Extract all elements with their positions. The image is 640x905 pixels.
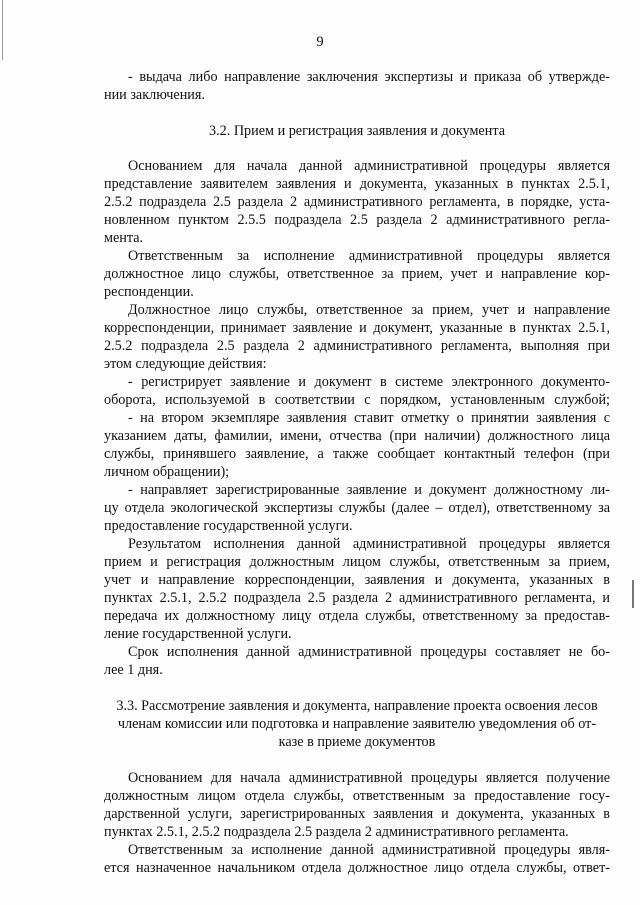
section-heading: членам комиссии или подготовка и направление заявителю уведомления об от- [117,716,597,732]
text-line: лее 1 дня. [104,662,163,678]
text-line: ется назначенное начальником отдела должностное лицо отдела службы, ответ- [104,860,610,876]
text-line: должностное лицо службы, ответственное за прием, учет и направление кор- [104,266,610,282]
text-line: Ответственным за исполнение административной процедуры является [128,248,610,264]
section-heading: 3.3. Рассмотрение заявления и документа, направление проекта освоения лесов [116,698,598,714]
text-line: прием и регистрация должностным лицом службы, ответственным за прием, [104,554,610,570]
text-line: пунктах 2.5.1, 2.5.2 подраздела 2.5 раздела 2 административного регламента. [104,824,569,840]
text-line: Основанием для начала данной административной процедуры является [128,158,610,174]
text-line: новленном пунктом 2.5.5 подраздела 2.5 раздела 2 административного регла- [104,212,610,228]
scan-edge-mark [632,580,634,608]
text-line: личном обращении); [104,464,230,480]
text-line: корреспонденции, принимает заявление и документ, указанные в пунктах 2.5.1, [104,320,610,336]
text-line: передача их должностному лицу отдела службы, ответственному за предостав- [104,608,610,624]
text-line: Должностное лицо службы, ответственное за прием, учет и направление [128,302,610,318]
text-line: Ответственным за исполнение данной административной процедуры явля- [128,842,610,858]
text-line: - регистрирует заявление и документ в системе электронного документо- [128,374,610,390]
text-line: дарственной услуги, зарегистрированных заявления и документа, указанных в [104,806,610,822]
text-line: этом следующие действия: [104,356,267,372]
section-heading: казе в приеме документов [278,734,436,750]
text-line: респонденции. [104,284,194,300]
text-line: - выдача либо направление заключения экспертизы и приказа об утвержде- [128,69,610,85]
text-line: предоставление государственной услуги. [104,518,353,534]
text-line: Основанием для начала административной процедуры является получение [128,770,610,786]
text-line: представление заявителем заявления и документа, указанных в пунктах 2.5.1, [104,176,610,192]
text-line: должностным лицом отдела службы, ответственным за предоставление госу- [104,788,610,804]
section-heading: 3.2. Прием и регистрация заявления и документа [208,123,505,139]
text-line: 2.5.2 подраздела 2.5 раздела 2 административного регламента, выполняя при [104,338,610,354]
scan-edge-line [2,0,3,60]
text-line: указанием даты, фамилии, имени, отчества (при наличии) должностного лица [104,428,610,444]
text-line: - направляет зарегистрированные заявление и документ должностному ли- [128,482,610,498]
text-line: нии заключения. [104,87,205,103]
text-line: оборота, используемой в соответствии с порядком, установленным службой; [104,392,610,408]
text-line: 2.5.2 подраздела 2.5 раздела 2 административного регламента, в порядке, уста- [104,194,610,210]
text-line: мента. [104,230,144,246]
text-line: Результатом исполнения данной административной процедуры является [128,536,610,552]
page-number: 9 [316,34,324,50]
text-line: цу отдела экологической экспертизы службы (далее – отдел), ответственному за [104,500,610,516]
text-line: - на втором экземпляре заявления ставит отметку о принятии заявления с [128,410,610,426]
text-line: пунктах 2.5.1, 2.5.2 подраздела 2.5 раздела 2 административного регламента, и [104,590,610,606]
text-line: Срок исполнения данной административной процедуры составляет не бо- [128,644,610,660]
text-line: службы, принявшего заявление, а также сообщает контактный телефон (при [104,446,610,462]
text-line: ление государственной услуги. [104,626,292,642]
text-line: учет и направление корреспонденции, заявления и документа, указанных в [104,572,610,588]
